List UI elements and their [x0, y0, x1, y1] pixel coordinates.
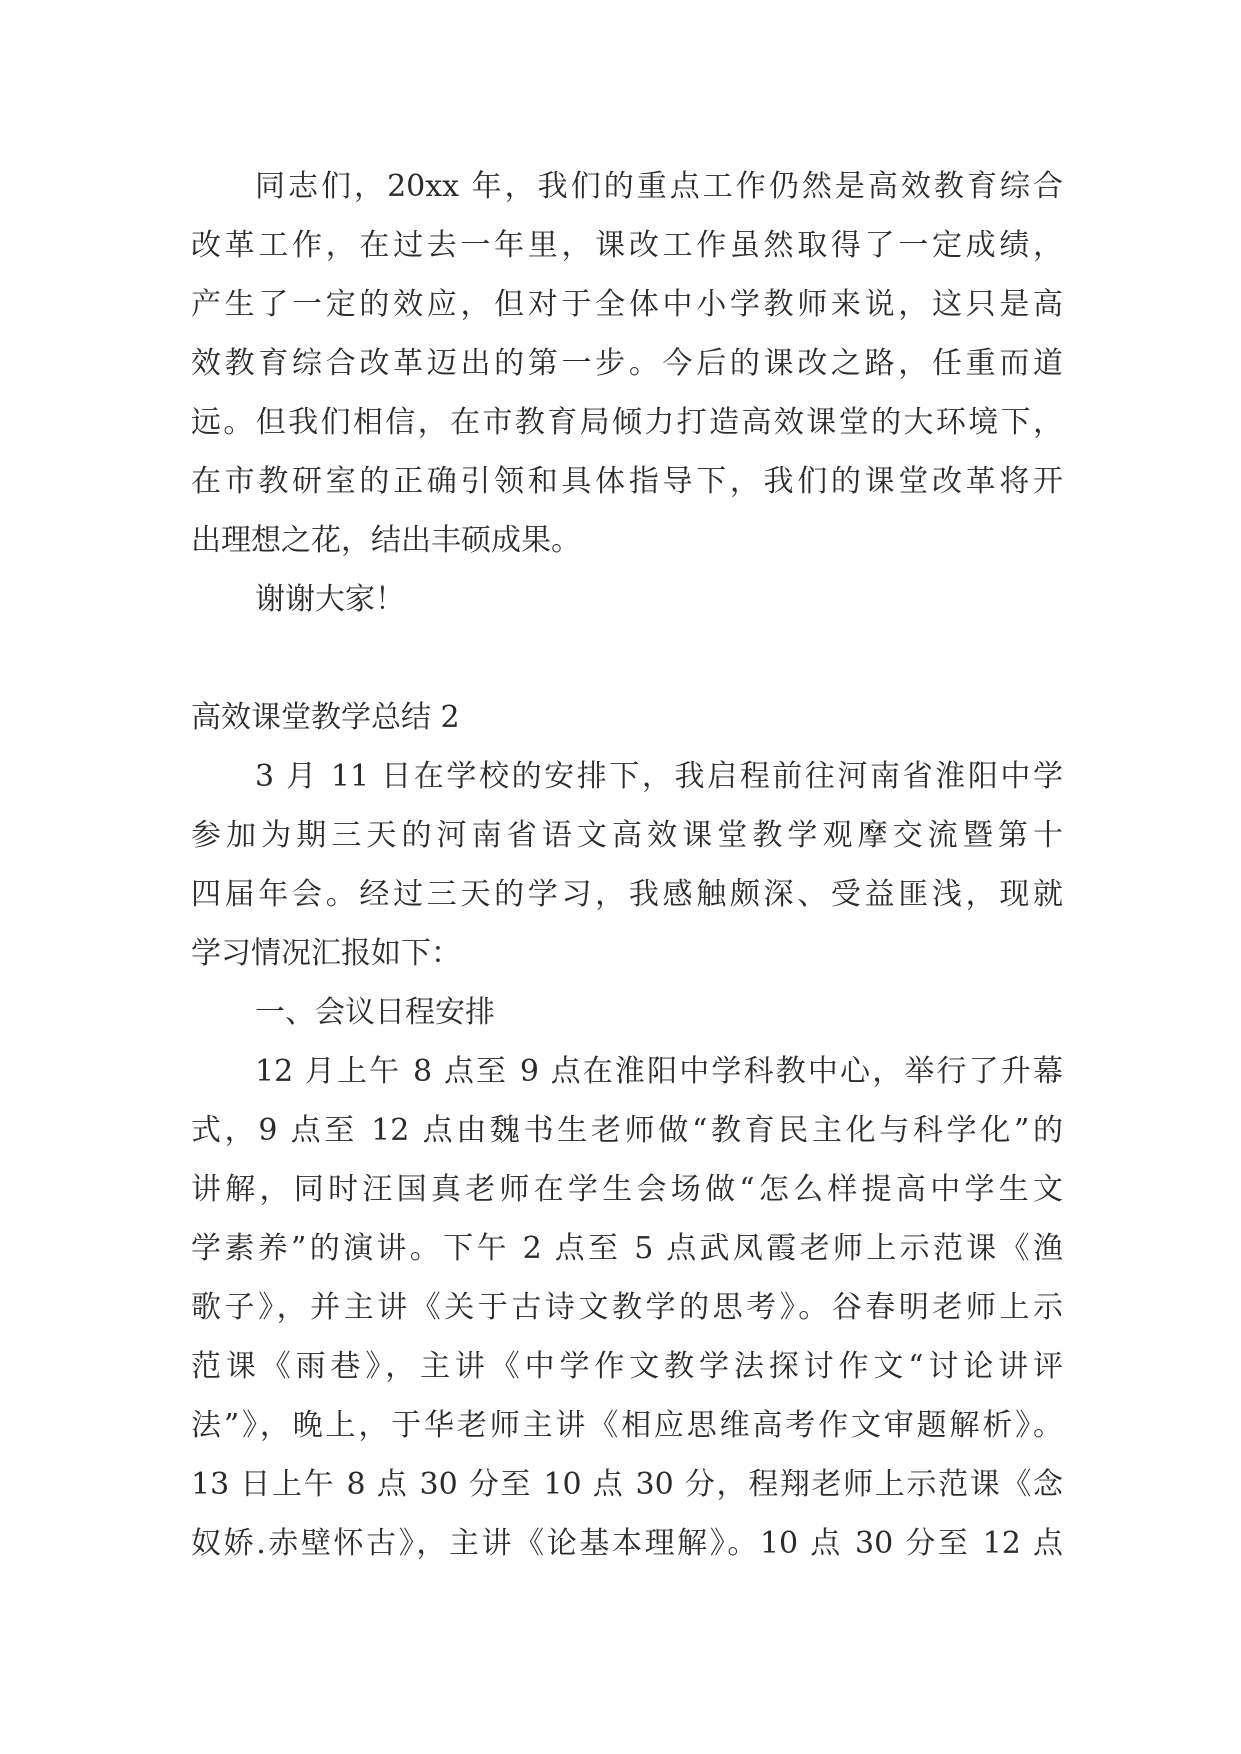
- paragraph-line: 式，9 点至 12 点由魏书生老师做“教育民主化与科学化”的: [191, 1113, 1063, 1148]
- paragraph-line: 远。但我们相信，在市教育局倾力打造高效课堂的大环境下，: [191, 405, 1063, 440]
- paragraph-line: 学素养”的演讲。下午 2 点至 5 点武凤霞老师上示范课《渔: [191, 1231, 1063, 1266]
- document-body: [191, 157, 1063, 1573]
- paragraph-line: 范课《雨巷》，主讲《中学作文教学法探讨作文“讨论讲评: [191, 1349, 1063, 1384]
- section-title: 高效课堂教学总结 2: [191, 700, 460, 735]
- paragraph-line: 12 月上午 8 点至 9 点在淮阳中学科教中心，举行了升幕: [255, 1054, 1063, 1089]
- paragraph-line: 讲解，同时汪国真老师在学生会场做“怎么样提高中学生文: [191, 1172, 1063, 1207]
- subheading: 一、会议日程安排: [255, 995, 495, 1030]
- paragraph-line: 出理想之花，结出丰硕成果。: [191, 523, 581, 558]
- paragraph-line: 歌子》，并主讲《关于古诗文教学的思考》。谷春明老师上示: [191, 1290, 1063, 1325]
- paragraph-line: 改革工作，在过去一年里，课改工作虽然取得了一定成绩，: [191, 228, 1063, 263]
- closing-thanks: 谢谢大家！: [255, 582, 405, 617]
- paragraph-line: 效教育综合改革迈出的第一步。今后的课改之路，任重而道: [191, 346, 1063, 381]
- blank-gap: [191, 629, 1063, 688]
- paragraph-line: 奴娇.赤壁怀古》，主讲《论基本理解》。10 点 30 分至 12 点: [191, 1526, 1063, 1561]
- paragraph-line: 同志们，20xx 年，我们的重点工作仍然是高效教育综合: [255, 169, 1063, 204]
- paragraph-line: 13 日上午 8 点 30 分至 10 点 30 分，程翔老师上示范课《念: [191, 1467, 1063, 1502]
- paragraph-line: 法”》，晚上，于华老师主讲《相应思维高考作文审题解析》。: [191, 1408, 1063, 1443]
- paragraph-line: 四届年会。经过三天的学习，我感触颇深、受益匪浅，现就: [191, 877, 1063, 912]
- paragraph-line: 产生了一定的效应，但对于全体中小学教师来说，这只是高: [191, 287, 1063, 322]
- paragraph-line: 3 月 11 日在学校的安排下，我启程前往河南省淮阳中学: [255, 759, 1063, 794]
- paragraph-line: 在市教研室的正确引领和具体指导下，我们的课堂改革将开: [191, 464, 1063, 499]
- paragraph-line: 学习情况汇报如下：: [191, 936, 461, 971]
- paragraph-line: 参加为期三天的河南省语文高效课堂教学观摩交流暨第十: [191, 818, 1063, 853]
